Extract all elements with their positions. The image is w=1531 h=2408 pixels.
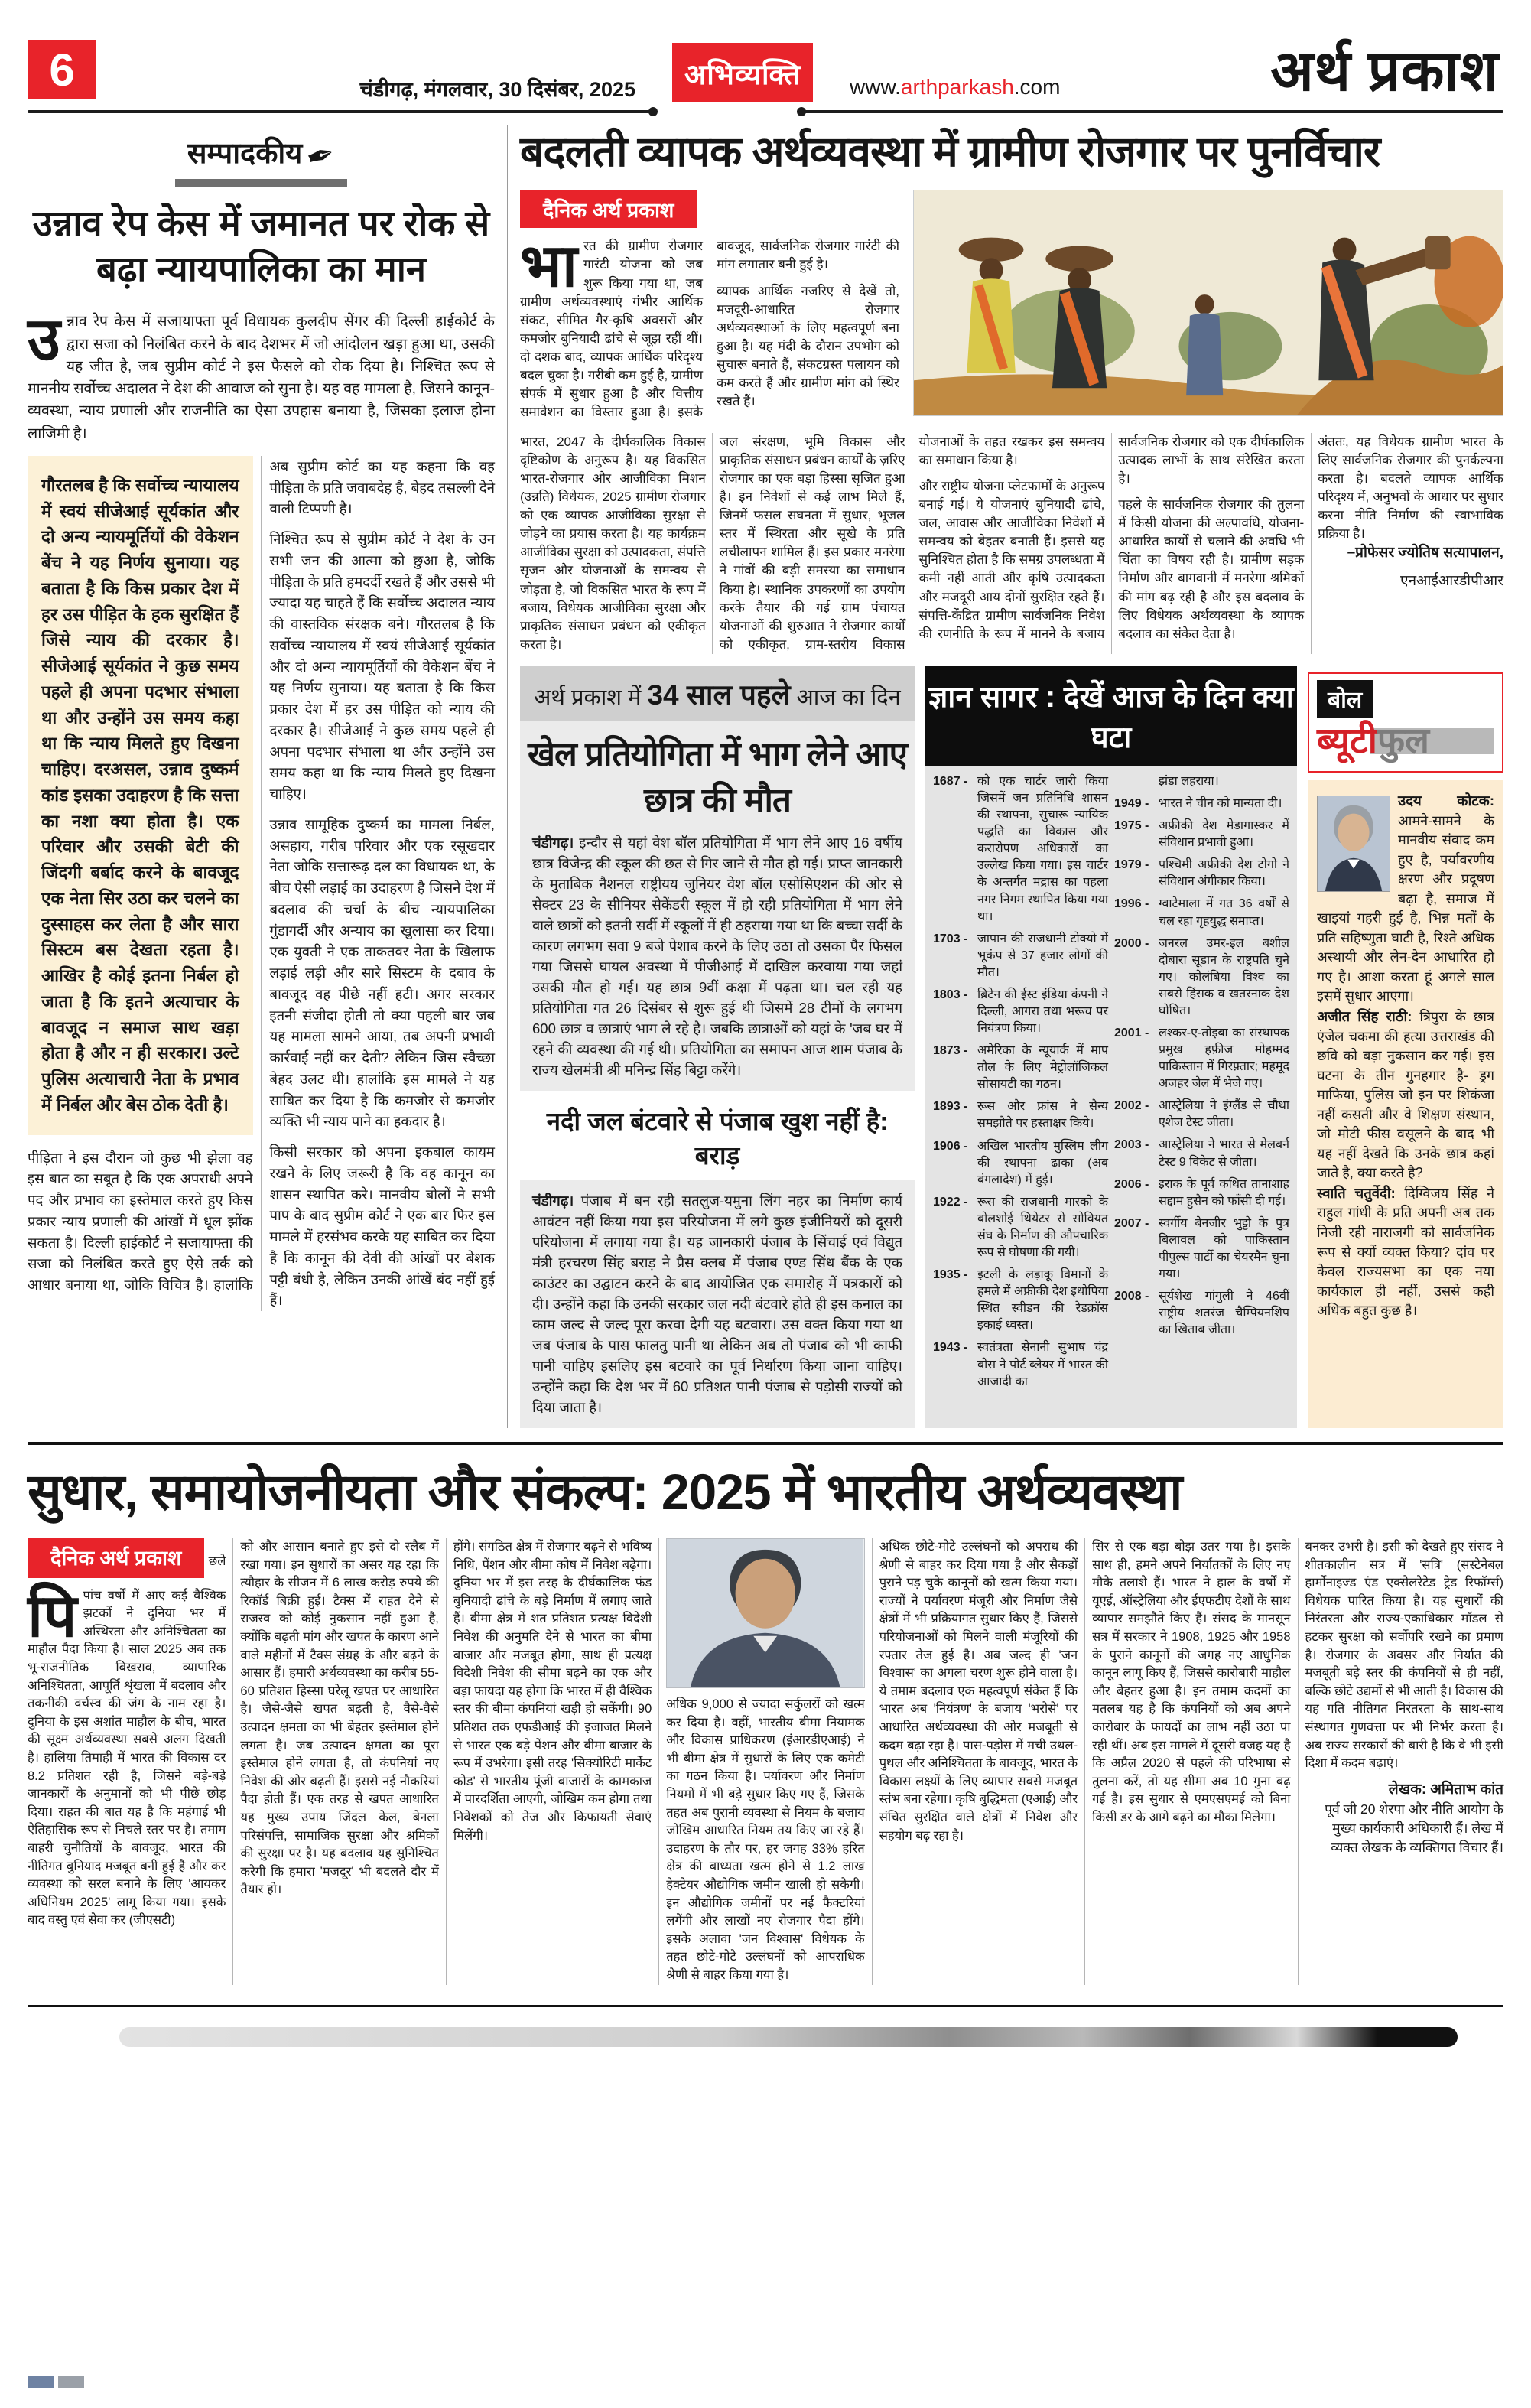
timeline-text: जापान की राजधानी टोक्यो में भूकंप से 37 हजार लोगों की मौत।: [977, 932, 1108, 979]
main-article-body: [520, 433, 1503, 655]
editorial-headline: उन्नाव रेप केस में जमानत पर रोक से बढ़ा न्यायपालिका का मान: [32, 203, 490, 290]
timeline-year: 1873 -: [933, 1044, 968, 1058]
bol-logo-top: बोल: [1317, 680, 1373, 718]
story-text: पंजाब में बन रही सतलुज-यमुना लिंग नहर का निर्माण कार्य आवंटन नहीं किया गया इस परियोजना में लगे कुछ इंजीनियरों को दूसरी परियोजना में लगाया गया है। यह जानकारी पंजाब के सिंचाई एवं विद्युत मंत्री हरचरण सिंह बराड़ ने प्रैस क्लब में पंजाब एण्ड सिंध बैंक के एक काउंटर का उद्घाटन करने के बाद आयोजित एक समारोह में पत्रकारों को दी। उन्होंने कहा कि उनकी सरकार जल नदी बंटवारे होते ही इस कनाल का काम जल्द से जल्द पूरा करवा देगी यह बटवारा। उस वक्त किया गया था जब पंजाब के पास फालतु पानी था लेकिन अब तो पंजाब को भी काफी पानी चाहिए इसलिए इस बटवारे का पूर्व निर्धारण किया जाना चाहिए। उन्होंने कहा कि देश भर में 60 प्रतिशत पानी पंजाब से पड़ोसी राज्यों को दिया जाता है।: [532, 1193, 902, 1415]
main-article-paragraph: व्यापक आर्थिक नजरिए से देखें तो, मजदूरी-आधारित रोजगार अर्थव्यवस्थाओं के लिए महत्वपूर्ण बना हुआ है। यह मंदी के दौरान उपभोग को सुचारू बनाते हैं, संकटग्रस्त पलायन को कम करते हैं और ग्रामीण मांग को स्थिर रखते हैं।: [717, 283, 899, 409]
bottom-article: [28, 1442, 1503, 1985]
timeline-event: [1114, 1098, 1289, 1131]
bottom-article-columns: [28, 1538, 1503, 1985]
timeline-text: ग्वाटेमाला में गत 36 वर्षों से चल रहा गृहयुद्ध समाप्त।: [1159, 897, 1289, 928]
timeline-text: इटली के लड़ाकू विमानों के हमले में अफ्रीकी देश इथोपिया स्थित स्वीडन की रेडक्रॉस इकाई ध्वस्त।: [977, 1268, 1108, 1333]
timeline-year: 2001 -: [1114, 1027, 1149, 1040]
water-story-body: [520, 1180, 915, 1428]
anniversary-box: [520, 666, 915, 1428]
timeline-event: [1114, 857, 1289, 890]
main-article-paragraph: अंततः, यह विधेयक ग्रामीण भारत के लिए सार्वजनिक रोजगार की पुनर्कल्पना करता है। बदलते व्यापक आर्थिक परिदृश्य में, अनुभवों के आधार पर सुधार करना नीति निर्माण की स्वाभाविक प्रक्रिया है।: [1318, 434, 1503, 542]
timeline-year: [1114, 773, 1159, 790]
bol-logo-bottom: [1317, 714, 1494, 763]
bol-speaker: स्वाति चतुर्वेदी:: [1317, 1184, 1396, 1201]
story-dateline: चंडीगढ़।: [532, 835, 574, 851]
bottom-col-7: [1299, 1538, 1503, 1985]
timeline-right-column: [1114, 773, 1289, 1396]
footer-square-blue: [28, 2376, 54, 2388]
bol-speaker: उदय कोटक:: [1398, 792, 1494, 809]
timeline-text: अखिल भारतीय मुस्लिम लीग की स्थापना ढाका (अब बंगलादेश) में हुई।: [977, 1139, 1108, 1186]
gyan-sagar-columns: [925, 773, 1297, 1396]
sports-story-body: [520, 822, 915, 1091]
bol-logo-gray: फुल: [1377, 720, 1429, 760]
bottom-col-5: अधिक छोटे-मोटे उल्लंघनों को अपराध की श्रेणी से बाहर कर दिया गया है और सैकड़ों पुराने पड़ चुके कानूनों को खत्म किया गया। राज्यों ने पर्यावरण मंजूरी और निर्माण जैसे क्षेत्रों में भी प्रक्रियागत सुधार किए हैं, जिससे परियोजनाओं को मिलने वाली मंजूरियों की रफ्तार तेज हुई है। अब जल्द ही 'जन विश्वास' का अगला चरण शुरू होने वाला है। ये तमाम बदलाव एक महत्वपूर्ण संकेत हैं कि भारत अब 'नियंत्रण' के बजाय 'भरोसे' पर आधारित अर्थव्यवस्था की ओर मजबूती से कदम बढ़ा रहा है। पास-पड़ोस में मची उथल-पुथल और अनिश्चितता के बावजूद, भारत के विकास लक्ष्यों के लिए व्यापार सबसे मजबूत स्तंभ बना रहेगा। कृषि बुद्धिमता (एआई) और संचित सुरक्षित वाले क्षेत्रों में निवेश और सहयोग बढ़ रहा है।: [873, 1538, 1085, 1985]
timeline-left-column: [933, 773, 1108, 1396]
editorial-pullquote: गौरतलब है कि सर्वोच्च न्यायालय में स्वयं सीजेआई सूर्यकांत और दो अन्य न्यायमूर्तियों की वेकेशन बेंच ने यह निर्णय सुनाया। यह बताता है कि किस प्रकार देश में हर उस पीड़ित के हक सुरक्षित हैं जिसे न्याय की दरकार है। सीजेआई सूर्यकांत ने कुछ समय पहले ही अपना पदभार संभाला था और उन्होंने उस समय कहा था कि न्याय मिलते हुए दिखना चाहिए। दरअसल, उन्नाव दुष्कर्म कांड इसका उदाहरण है कि सत्ता का नशा क्या होता है। एक परिवार और उसकी बेटी की जिंदगी बर्बाद करने के बावजूद एक नेता सिर उठा कर चलने का दुस्साहस कर लेता है और सारा सिस्टम बस देखता रहता है। आखिर है कोई इतना निर्बल हो जाता है कि इतने अत्याचार के बावजूद न समाज साथ खड़ा होता है और न ही सरकार। उल्टे पुलिस अत्याचारी नेता के प्रभाव में निर्बल और बेस ठोक देती है।: [28, 456, 253, 1135]
timeline-year: 1975 -: [1114, 819, 1149, 833]
timeline-event: [1114, 1025, 1289, 1092]
footer-gradient-bar: [119, 2027, 1458, 2047]
timeline-year: 1949 -: [1114, 797, 1149, 811]
water-story-headline: नदी जल बंटवारे से पंजाब खुश नहीं है: बराड़: [546, 1107, 889, 1170]
timeline-year: 2000 -: [1114, 936, 1149, 950]
timeline-event: [933, 931, 1108, 981]
timeline-year: 2007 -: [1114, 1216, 1149, 1230]
bottom-col-1: [28, 1538, 233, 1985]
main-article-paragraph: पहले के सार्वजनिक रोजगार की तुलना में किसी योजना की अल्पावधि, योजना-आधारित कार्यों से चलाने की अवधि भी चिंता का विषय रही है। ग्रामीण सड़क निर्माण और बागवानी में मनरेगा श्रमिकों की मांग बढ़ रही है और इस बदलाव के लिए विधेयक अर्थव्यवस्था के व्यापक बदलाव का संकेत देता है।: [1118, 496, 1305, 641]
timeline-year: 1935 -: [933, 1268, 968, 1282]
bol-logo-red: ब्यूटी: [1317, 720, 1377, 760]
author-name: लेखक: अमिताभ कांत: [1388, 1781, 1503, 1798]
bottom-col-text: बनकर उभरी है। इसी को देखते हुए संसद ने शीतकालीन सत्र में 'सत्रि' (सस्टेनेबल हार्मोनाइज्ड एंड एक्सेलरेटेड ट्रेड रिफॉर्म्स) विधेयक पारित किया है। यह सुधारों की निरंतरता और राज्य-एकाधिकार मॉडल से हटकर सुरक्षा को सर्वोपरि रखने का प्रमाण है। रोजगार के अवसर और निर्यात की मजबूती बड़े स्तर की कंपनियों से ही नहीं, बल्कि छोटे उद्यमों से भी आती है। विकास की यह गति नीतिगत निरंतरता के साथ-साथ संस्थागत गुणवत्ता पर भी निर्भर करता है। अब राज्य सरकारों की बारी है कि वे भी इसी दिशा में कदम बढ़ाएं।: [1305, 1540, 1503, 1771]
editorial-paragraph: किसी सरकार को अपना इकबाल कायम रखने के लिए जरूरी है कि वह कानून का शासन स्थापित करे। मानवीय बोलों ने सभी पाप के बाद सुप्रीम कोर्ट ने एक बार फिर इस मामले में हरसंभव करके यह साबित कर दिया है कि कानून की देवी की आंखों पर बेशक पट्टी बंधी है, लेकिन उनकी आंखें बंद नहीं हुई हैं।: [269, 1144, 495, 1309]
timeline-event: [933, 1138, 1108, 1189]
editorial-section-title: सम्पादकीय: [187, 138, 303, 170]
main-article-paragraph: जल संरक्षण, भूमि विकास और प्राकृतिक संसाधन प्रबंधन कार्यों के ज़रिए रोजगार का एक बड़ा हिस्सा सृजित हुआ है। इन निवेशों से कई लाभ मिले हैं, जिनमें फसल सघनता में सुधार, भूजल स्तर में स्थिरता और सूखे के प्रति लचीलापन शामिल हैं। इस प्रकार मनरेगा ने गांवों की बड़ी समस्या का समाधान किया है। स्थानिक उपकरणों का उपयोग करके तैयार की गई ग्राम पंचायत योजनाओं की शुरुआत ने रोजगार कार्यों को एकीकृत, ग्राम-स्तरीय विकास योजनाओं के तहत रखकर इस समन्वय का समाधान किया है।: [719, 434, 1105, 652]
bol-entry-text: आमने-सामने के मानवीय संवाद कम हुए है, पर्यावरणीय क्षरण और प्रदूषण बढ़ा है, समाज में खाइयां गहरी हुई है, भिन्न मतों के प्रति सहिष्णुता घाटी है, रिश्ते अधिक अस्थायी और लेन-देन आधारित हो गए है। आशा करता हूं अगले साल इसमें सुधार आएगा।: [1317, 812, 1494, 1004]
website-pre: www.: [850, 75, 901, 99]
bottom-col-text: अधिक 9,000 से ज्यादा सर्कुलरों को खत्म कर दिया है। वहीं, भारतीय बीमा नियामक और विकास प्राधिकरण (इंआरडीएआई) ने भी बीमा क्षेत्र में सुधारों के लिए एक कमेटी का गठन किया है। पर्यावरण और निर्माण नियमों में भी बड़े सुधार किए गए हैं, जिसके तहत अब पुरानी व्यवस्था से नियम के बजाय जोखिम आधारित नियम तय किए जा रहे हैं। उदाहरण के तौर पर, हर जगह 33% हरित क्षेत्र की बाध्यता खत्म होने से 1.2 लाख हेक्टेयर औद्योगिक जमीन खाली हो सकेगी। इन औद्योगिक जमीनों पर नई फैक्टरियां लगेंगी और लाखों नए रोजगार पैदा होंगे। इसके अलावा 'जन विश्वास' विधेयक के तहत छोटे-मोटे उल्लंघनों को आपराधिक श्रेणी से बाहर किया गया है।: [666, 1697, 865, 1982]
timeline-year: 2002 -: [1114, 1099, 1149, 1113]
timeline-event: [1114, 773, 1289, 790]
website-name: arthparkash: [900, 75, 1014, 99]
timeline-year: 1996 -: [1114, 897, 1149, 911]
timeline-year: 1703 -: [933, 932, 968, 945]
bottom-article-dropcap: पि: [28, 1581, 77, 1649]
portrait-illustration: [1318, 796, 1390, 891]
timeline-event: [933, 1194, 1108, 1261]
timeline-event: [1114, 896, 1289, 929]
timeline-year: 1922 -: [933, 1195, 968, 1209]
editorial-intro-text: न्नाव रेप केस में सजायाफ्ता पूर्व विधायक कुलदीप सेंगर की दिल्ली हाईकोर्ट के द्वारा सजा को निलंबित करने के बाद देशभर में जो आंदोलन खड़ा हुआ था, उसकी यह जीत है, जब सुप्रीम कोर्ट ने इस फैसले को रोक दिया है। निश्चित रूप से माननीय सर्वोच्च अदालत ने देश की आवाज को सुना है। यह वह मामला है, जिसने कानून-व्यवस्था, न्याय प्रणाली और राजनीति का ऐसा उपहास बनाया है, जिसका इलाज होना लाजिमी है।: [28, 313, 495, 442]
timeline-event: [933, 1267, 1108, 1334]
section-badge: अभिव्यक्ति: [672, 43, 813, 102]
portrait-illustration: [667, 1539, 863, 1687]
main-article-lead: [520, 190, 899, 421]
story-dateline: चंडीगढ़।: [532, 1193, 574, 1209]
middle-row: [520, 666, 1503, 1428]
editorial-intro: [28, 305, 495, 445]
editorial-header: [28, 132, 495, 187]
pen-icon: ✒: [301, 134, 340, 179]
timeline-text: अमेरिका के न्यूयार्क में माप तौल के लिए मेट्रोलॉजिकल सोसायटी का गठन।: [977, 1044, 1108, 1092]
timeline-event: [1114, 1137, 1289, 1170]
mgnrega-workers-photo: [913, 190, 1503, 416]
band-post: आज का दिन: [790, 685, 901, 710]
timeline-event: [1114, 818, 1289, 851]
author-desc-line3: व्यक्त लेखक के व्यक्तिगत विचार हैं।: [1331, 1839, 1503, 1855]
timeline-text: रूस की राजधानी मास्को के बोलशोई थियेटर से सोवियत संघ के निर्माण की औपचारिक रूप से घोषणा की गयी।: [977, 1195, 1108, 1260]
uday-kotak-photo: [1317, 796, 1390, 892]
bol-entry: [1317, 1183, 1494, 1321]
editorial-underline: [175, 179, 347, 187]
timeline-event: [933, 1098, 1108, 1132]
gyan-sagar-title: ज्ञान सागर : देखें आज के दिन क्या घटा: [925, 666, 1297, 766]
amitabh-kant-photo: [666, 1538, 864, 1688]
timeline-text: को एक चार्टर जारी किया जिसमें जन प्रतिनिधि शासन की स्थापना, सुचारू न्यायिक पद्धति का विकास और करारोपण अधिकारों का उल्लेख किया गया। इस चार्टर के अन्तर्गत मद्रास का पहला नगर निगम स्थापित किया गया था।: [977, 775, 1108, 923]
timeline-year: 1943 -: [933, 1341, 968, 1355]
timeline-event: [933, 987, 1108, 1037]
timeline-year: 1906 -: [933, 1139, 968, 1153]
bol-beautiful-column: [1308, 666, 1503, 1428]
timeline-event: [1114, 1288, 1289, 1339]
timeline-year: 1979 -: [1114, 858, 1149, 872]
timeline-text: ब्रिटेन की ईस्ट इंडिया कंपनी ने दिल्ली, आगरा तथा भरूच पर नियंत्रण किया।: [977, 988, 1108, 1036]
main-article-paragraph: भारत, 2047 के दीर्घकालिक विकास दृष्टिकोण के अनुरूप है। यह विकसित भारत-रोजगार और आजीविका मिशन (उन्नति) विधेयक, 2025 ग्रामीण रोजगार को एक व्यापक आजीविका सुरक्षा से जोड़ने का प्रयास करता है। यह कार्यक्रम आजीविका सुरक्षा को उत्पादकता, संपत्ति सृजन और योजनाओं के समन्वय से जोड़ता है, जो विकसित भारत के रूप में बजाय, विधेयक आजीविका सुरक्षा और प्राकृतिक संसाधन प्रबंधन को एकीकृत करता है।: [520, 434, 706, 652]
main-article-top: [520, 190, 1503, 421]
main-article-paragraph: और राष्ट्रीय योजना प्लेटफार्मों के अनुरूप बनाई गई। ये योजनाएं बुनियादी ढांचे, जल, आवास और आजीविका निवेशों में समन्वय को बेहतर बनाती हैं। इससे यह सुनिश्चित होता है कि समग्र उपलब्धता में कमी नहीं आती और कृषि उत्पादकता और मजदूरी आय दोनों सुरक्षित रहते हैं। संपत्ति-केंद्रित ग्रामीण सार्वजनिक निवेश की रणनीति के रूप में मानने के बजाय सार्वजनिक रोजगार को एक दीर्घकालिक उत्पादक लाभों के साथ संरेखित करता है।: [918, 434, 1305, 641]
timeline-year: 1803 -: [933, 988, 968, 1001]
bol-speaker: अजीत सिंह राठी:: [1317, 1008, 1412, 1025]
bol-beautiful-logo: [1308, 672, 1503, 773]
timeline-text: आस्ट्रेलिया ने भारत से मेलबर्न टेस्ट 9 विकेट से जीता।: [1159, 1138, 1289, 1169]
timeline-text: भारत ने चीन को मान्यता दी।: [1159, 797, 1282, 811]
timeline-event: [1114, 1215, 1289, 1283]
timeline-text: इराक के पूर्व कथित तानाशाह सद्दाम हुसैन को फाँसी दी गई।: [1159, 1177, 1289, 1208]
bottom-col-3: होंगे। संगठित क्षेत्र में रोजगार बढ़ने से भविष्य निधि, पेंशन और बीमा कोष में निवेश बढ़ेगा। दुनिया भर में इस तरह के दीर्घकालिक फंड बुनियादी ढांचे के बड़े निर्माण में लगाए जाते हैं। बीमा क्षेत्र में शत प्रतिशत प्रत्यक्ष विदेशी निवेश की अनुमति देने से भारत का बीमा बाजार और मजबूत होगा, साथ ही प्रत्यक्ष विदेशी निवेश की सीमा बढ़ने का एक और बड़ा फायदा यह होगा कि भारत में ही वैश्विक स्तर की बीमा कंपनियां खड़ी हो सकेंगी। 90 प्रतिशत तक एफडीआई की इजाजत मिलने से भारत एक बड़े पेंशन और बीमा बाजार के रूप में उभरेगा। इसी तरह 'सिक्योरिटी मार्केट कोड' से भारतीय पूंजी बाजारों के कामकाज में पारदर्शिता आएगी, जोखिम कम होगा तथा निवेशकों को तेज और किफायती सेवाएं मिलेंगी।: [447, 1538, 659, 1985]
daily-kicker-badge: दैनिक अर्थ प्रकाश: [28, 1538, 204, 1578]
timeline-text: झंडा लहराया।: [1159, 775, 1219, 788]
band-pre: अर्थ प्रकाश में: [534, 685, 648, 710]
photo-illustration: [914, 190, 1503, 415]
timeline-year: 2008 -: [1114, 1290, 1149, 1303]
sports-story-headline: खेल प्रतियोगिता में भाग लेने आए छात्र की मौत: [520, 721, 915, 822]
story-text: इन्दौर से यहां वेश बॉल प्रतियोगिता में भाग लेने आए 16 वर्षीय छात्र विजेन्द्र की स्कूल की छत से गिर जाने से मौत हो गई। प्राप्त जानकारी के मुताबिक नैशनल राष्ट्रीयय जुनियर वेश बॉल एसोसिएशन की ओर से सेक्टर 23 के सीनियर सेकेंडरी स्कूल में हो रही प्रतियोगिता में भाग लेने वाले छात्रों को इतनी सर्दी में स्कूलों में ही ठहराया गया था कि बच्चा सर्दी के कारण लगभग सवा 9 बजे पेशाब करने के लिए उठा तो उसका पैर फिसल गया जिससे घायल अवस्था में पीजीआई में दाखिल करवाया गया जहां उसकी मौत हो गई। यह छात्र 9वीं कक्षा में पढ़ता था। चल रही यह प्रतियोगिता गत 26 दिसंबर से शुरू हुई थी जिसमें 28 टीमों के लगभग 600 छात्र व छात्राएं भाग ले रहे है। जबकि छात्राओं को यहां के 'जब घर में रहने की व्यवस्था की गई थी। प्रतियोगिता का समापन आज शाम पंजाब के राज्य खेलमंत्री श्री मनिन्द्र सिंह बिट्टा करेंगे।: [532, 835, 902, 1078]
main-article-dropcap: भा: [520, 232, 578, 300]
dateline: चंडीगढ़, मंगलवार, 30 दिसंबर, 2025: [359, 78, 635, 101]
anniversary-band: [520, 666, 915, 721]
bottom-col-6: सिर से एक बड़ा बोझ उतर गया है। इसके साथ ही, हमने अपने निर्यातकों के लिए नए मौके तलाशे हैं। भारत ने हाल के वर्षों में यूएई, ऑस्ट्रेलिया और ईएफटीए देशों के साथ व्यापार समझौते किए हैं। संसद के मानसून सत्र में सरकार ने 1908, 1925 और 1958 के पुराने कानूनों की जगह नए आधुनिक कानून लागू किए हैं, जिससे कारोबारी माहौल और बेहतर हुआ है। इन तमाम कदमों का मतलब यह है कि कंपनियों को अब अपने कारोबार के फायदों का लाभ नहीं उठा पा रही थीं। अब इस मामले में दूसरी वजह यह है कि अप्रैल 2020 से पहले की परिभाषा से तुलना करें, तो यह सीमा अब 10 गुना बढ़ गई है। इस सुधार से एमएसएमई को बिना किसी डर के आगे बढ़ने का मौका मिलेगा।: [1085, 1538, 1298, 1985]
timeline-text: लश्कर-ए-तोइबा का संस्थापक प्रमुख हफ़ीज मोहम्मद पाकिस्तान में गिरफ़्तार; महमूद अजहर जेल में भेजे गए।: [1159, 1027, 1289, 1091]
timeline-year: 2006 -: [1114, 1177, 1149, 1191]
header-rule: [28, 109, 1503, 114]
timeline-event: [1114, 1176, 1289, 1210]
gyan-sagar-box: [925, 666, 1297, 1428]
footer-color-squares: [28, 2376, 84, 2388]
timeline-event: [933, 1339, 1108, 1390]
main-lead-text: रत की ग्रामीण रोजगार गारंटी योजना को जब शुरू किया गया था, जब ग्रामीण अर्थव्यवस्थाएं गंभीर आर्थिक संकट, सीमित गैर-कृषि अवसरों और कमजोर बुनियादी ढांचे से जूझ रहीं थीं। दो दशक बाद, व्यापक आर्थिक परिदृश्य बदल चुका है। गरीबी कम हुई है, ग्रामीण संपर्क में सुधार हुआ है और वित्तीय समावेशन का विस्तार हुआ है। इसके बावजूद, सार्वजनिक रोजगार गारंटी की मांग लगातार बनी हुई है।: [520, 239, 899, 420]
author-desc-line1: पूर्व जी 20 शेरपा और नीति आयोग के: [1325, 1801, 1503, 1817]
bottom-col-4: [659, 1538, 872, 1985]
timeline-event: [933, 773, 1108, 926]
website-link[interactable]: [850, 75, 1060, 99]
bol-entry: [1317, 1007, 1494, 1183]
bol-entry-text: त्रिपुरा के छात्र एंजेल चकमा की हत्या उत्तराखंड की छवि को बड़ा नुकसान कर गई। इस घटना के तीन गुनहगार है- ड्रग माफिया, पुलिस जो इन पर शिकंजा नहीं कसती और वे शिक्षण संस्थान, जो मोटी फीस वसूलने के बाद भी यह नहीं देखते कि उनके छात्र कहां जाते है, क्या करते है?: [1317, 1009, 1494, 1181]
timeline-text: सूर्यशेख गांगुली ने 46वीं राष्ट्रीय शतरंज चैम्पियनशिप का खिताब जीता।: [1159, 1290, 1289, 1337]
timeline-text: रूस और फ्रांस ने सैन्य समझौते पर हस्ताक्षर किये।: [977, 1100, 1108, 1131]
bottom-article-headline: सुधार, समायोजनीयता और संकल्प: 2025 में भारतीय अर्थव्यवस्था: [28, 1463, 1182, 1520]
timeline-text: अफ्रीकी देश मेडागास्कर में संविधान प्रभावी हुआ।: [1159, 819, 1289, 850]
website-suffix: .com: [1013, 75, 1061, 99]
timeline-event: [1114, 796, 1289, 812]
timeline-text: स्वतंत्रता सेनानी सुभाष चंद्र बोस ने पोर्ट ब्लेयर में भारत की आजादी का: [977, 1341, 1108, 1388]
editorial-column: [28, 125, 508, 1428]
author-desc-line2: मुख्य कार्यकारी अधिकारी हैं। लेख में: [1332, 1820, 1503, 1836]
editorial-paragraph: निश्चित रूप से सुप्रीम कोर्ट ने देश के उन सभी जन की आत्मा को छुआ है, जोकि पीड़िता के प्रति हमदर्दी रखते हैं और उससे भी ज्यादा यह चाहते हैं कि सर्वोच्च अदालत न्याय की वास्तविक संरक्षक बने। गौरतलब है कि सर्वोच्च न्यायालय में स्वयं सीजेआई सूर्यकांत और दो अन्य न्यायमूर्तियों की वेकेशन बेंच ने यह निर्णय सुनाया। यह बताता है कि किस प्रकार देश में हर उस पीड़ित को न्याय की दरकार है। सीजेआई ने कुछ समय पहले ही अपना पदभार संभाला था और उन्होंने उस समय कहा था कि न्याय मिलते हुए दिखना चाहिए।: [269, 531, 495, 802]
bol-entry-text: दिग्विजय सिंह ने राहुल गांधी के प्रति अपनी अब तक निजी रही नाराजगी को सार्वजनिक रूप से क्यों व्यक्त किया? दांव पर केवल राज्यसभा का एक नया कार्यकाल ही नहीं, उससे कही अधिक बहुत कुछ है।: [1317, 1185, 1494, 1319]
timeline-year: 2003 -: [1114, 1138, 1149, 1152]
bol-beautiful-body: [1308, 780, 1503, 1428]
timeline-event: [1114, 936, 1289, 1020]
timeline-year: 1687 -: [933, 775, 968, 788]
timeline-text: पश्चिमी अफ्रीकी देश टोगो ने संविधान अंगीकार किया।: [1159, 858, 1289, 889]
main-region: [508, 125, 1503, 1428]
timeline-text: जनरल उमर-इल बशील दोबारा सूडान के राष्ट्रपति चुने गए। कोलंबिया विश्व का सबसे हिंसक व खतरनाक देश घोषित।: [1159, 936, 1289, 1017]
timeline-year: 1893 -: [933, 1100, 968, 1114]
editorial-dropcap: उ: [28, 305, 60, 373]
editorial-paragraph: पीड़िता ने इस दौरान जो कुछ भी झेला वह इस बात का सबूत है कि एक अपराधी अपने पद और प्रभाव का इस्तेमाल करते हुए किस प्रकार न्याय प्रणाली की आंखों में धूल झोंक सकता है। दिल्ली हाईकोर्ट ने सजायाफ्ता की सजा को निलंबित करते हुए ऐसे तर्क को आधार बनाया था, जोकि विचित्र है। हालांकि अब सुप्रीम कोर्ट का यह कहना कि वह पीड़िता के प्रति जवाबदेह है, बेहद तसल्ली देने वाली टिप्पणी है।: [28, 457, 495, 1293]
footer-rule: [28, 2005, 1503, 2007]
page-header: [28, 37, 1503, 107]
timeline-event: [933, 1043, 1108, 1093]
editorial-body: [28, 456, 495, 1311]
band-bold: 34 साल पहले: [647, 679, 791, 711]
page-number: 6: [28, 40, 96, 99]
main-article-headline: बदलती व्यापक अर्थव्यवस्था में ग्रामीण रोजगार पर पुनर्विचार: [520, 128, 1380, 175]
editorial-paragraph: उन्नाव सामूहिक दुष्कर्म का मामला निर्बल, असहाय, गरीब परिवार और एक रसूखदार नेता जोकि सत्तारूढ़ दल का विधायक था, के बीच ऐसी लड़ाई का उदाहरण है जिसने देश में बदलाव की चर्चा के बीच न्यायपालिका गुंडागर्दी और अन्याय का खुलासा कर दिया। एक युवती ने एक ताकतवर नेता के खिलाफ लड़ाई लड़ी और सारे सिस्टम के दबाव के बावजूद वह पीछे नहीं हटी। अगर सरकार इतनी संजीदा होती तो क्या पहली बार जब यह मामला सामने आया, तब अपनी प्रभावी कार्रवाई नहीं कर देती? लेकिन जिस स्वैच्छा बेहद उलट थी। हालांकि इस मामले ने यह साबित कर दिया है कि कमजोर से कमजोर व्यक्ति भी न्याय पाने का हकदार है।: [269, 815, 495, 1130]
timeline-text: आस्ट्रेलिया ने इंग्लैंड से चौथा एशेज टेस्ट जीता।: [1159, 1099, 1289, 1130]
main-article-byline: –प्रोफेसर ज्योतिष सत्यापालन,: [1347, 545, 1503, 561]
footer-square-gray: [58, 2376, 84, 2388]
main-article-lead-columns: [520, 232, 899, 421]
timeline-text: स्वर्गीय बेनजीर भुट्टो के पुत्र बिलावल को पाकिस्तान पीपुल्स पार्टी का चेयरमैन चुना गया।: [1159, 1216, 1289, 1281]
bottom-col-text: छले पांच वर्षों में आए कई वैश्विक झटकों ने दुनिया भर में अस्थिरता और अनिश्चितता का माहौल पैदा किया है। साल 2025 अब तक भू-राजनीतिक बिखराव, व्यापारिक अनिश्चितता, आपूर्ति शृंखला में बदलाव और तकनीकी वर्चस्व की जंग के नाम रहा है। दुनिया के इस अशांत माहौल के बीच, भारत की सूक्ष्म अर्थव्यवस्था सबसे अलग दिखती है। हालिया तिमाही में भारत की विकास दर 8.2 प्रतिशत रही है, जिसने बड़े-बड़े जानकारों के अनुमानों को भी पीछे छोड़ दिया। राहत की बात यह है कि महंगाई भी ऐतिहासिक रूप से निचले स्तर पर है। तमाम बाहरी चुनौतियों के बावजूद, भारत की नीतिगत बुनियाद मजबूत बनी हुई है और कर व्यवस्था को सरल बनाने के लिए 'आयकर अधिनियम 2025' लागू किया गया। इसके बाद वस्तु एवं सेवा कर (जीएसटी): [28, 1554, 226, 1928]
daily-kicker-badge: दैनिक अर्थ प्रकाश: [520, 190, 697, 228]
masthead-title: अर्थ प्रकाश: [1270, 39, 1499, 103]
bottom-col-2: को और आसान बनाते हुए इसे दो स्लैब में रखा गया। इन सुधारों का असर यह रहा कि त्यौहार के सीजन में 6 लाख करोड़ रुपये की रिकॉर्ड बिक्री हुई। टैक्स में राहत देने से राजस्व को कोई नुकसान नहीं हुआ है, क्योंकि बढ़ती मांग और खपत के कारण आने वाले महीनों में टैक्स संग्रह के और बढ़ने के आसार हैं। हमारी अर्थव्यवस्था का करीब 55-60 प्रतिशत हिस्सा घरेलू खपत पर आधारित है। जैसे-जैसे खपत बढ़ती है, वैसे-वैसे उत्पादन क्षमता का भी बेहतर इस्तेमाल होने लगता है। जब उत्पादन क्षमता का पूरा इस्तेमाल होने लगता है, तो कंपनियां नए निवेश की ओर बढ़ती हैं। इससे नई नौकरियां पैदा होती हैं। एक तरह से खपत आधारित यह मुख्य उपाय जिंदल केल, बेनला परिसंपत्ति, सामाजिक सुरक्षा और श्रमिकों की सुरक्षा पर है। यह बदलाव यह सुनिश्चित करेगी कि हमारा 'मजदूर' भी बदलते दौर में तैयार हो।: [233, 1538, 446, 1985]
main-article-byline-org: एनआईआरडीपीआर: [1400, 573, 1503, 590]
